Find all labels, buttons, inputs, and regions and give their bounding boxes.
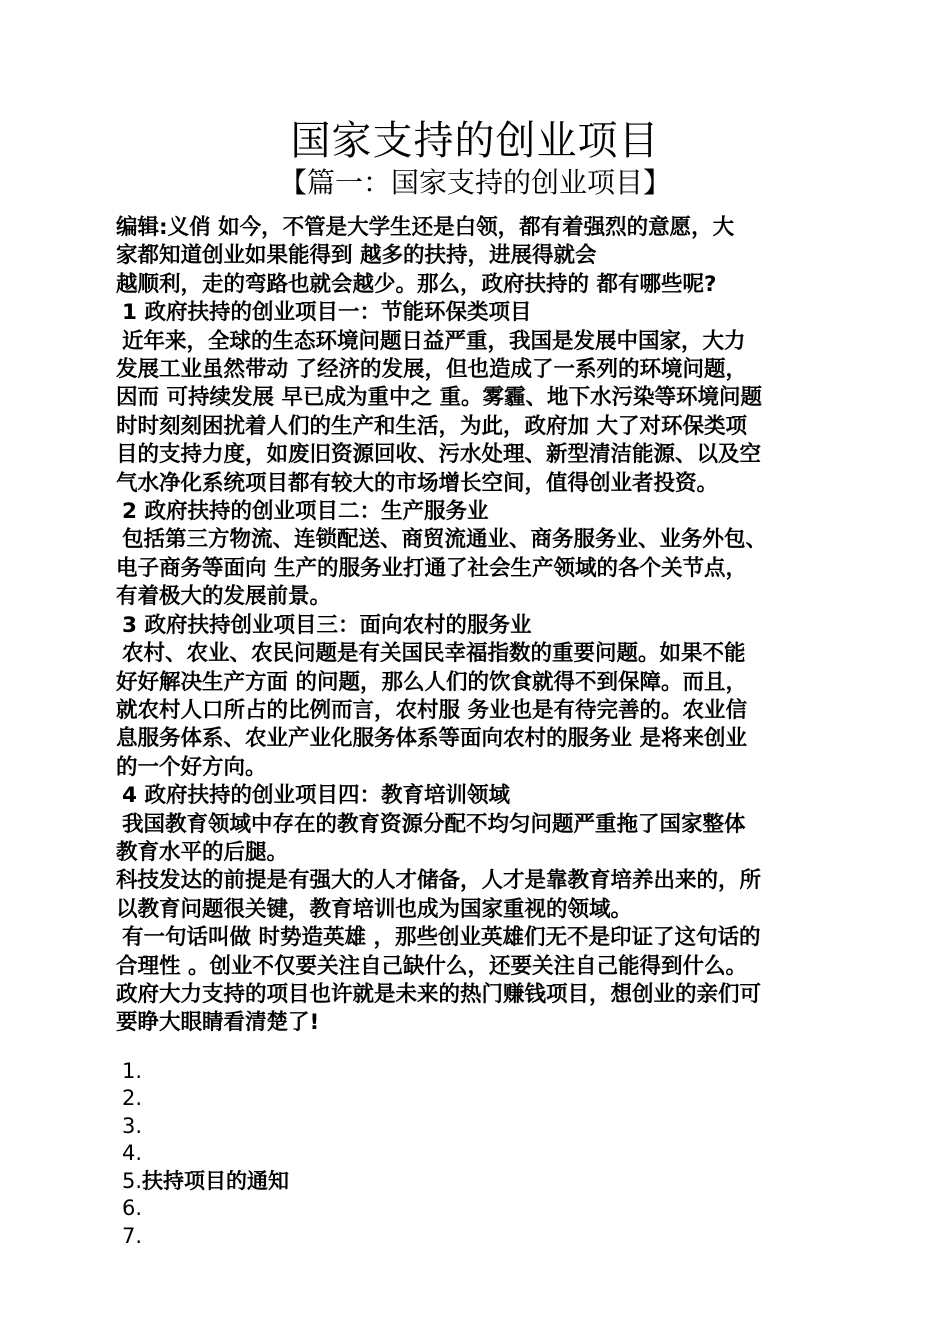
list-item <box>122 1113 950 1141</box>
document-subtitle: 【篇一：国家支持的创业项目】 <box>278 166 671 199</box>
section-3-heading: 3 政府扶持创业项目三：面向农村的服务业 <box>122 612 532 638</box>
closing-line-2: 合理性 。创业不仅要关注自己缺什么，还要关注自己能得到什么。 <box>116 953 747 979</box>
section-2-line-1: 包括第三方物流、连锁配送、商贸流通业、商务服务业、业务外包、 <box>122 527 768 553</box>
section-1-line-4: 时时刻刻困扰着人们的生产和生活，为此，政府加 大了对环保类项 <box>116 413 747 439</box>
section-1-heading: 1 政府扶持的创业项目一：节能环保类项目 <box>122 300 532 326</box>
section-4-heading: 4 政府扶持的创业项目四：教育培训领域 <box>122 783 510 809</box>
list-item-number: 6. <box>122 1196 143 1221</box>
list-item <box>122 1223 950 1251</box>
section-4-line-3: 科技发达的前提是有强大的人才储备，人才是靠教育培养出来的，所 <box>116 868 762 894</box>
list-item-number: 4. <box>122 1141 143 1166</box>
section-2-heading: 2 政府扶持的创业项目二：生产服务业 <box>122 499 489 525</box>
list-item-number: 3. <box>122 1113 143 1138</box>
closing-line-3: 政府大力支持的项目也许就是未来的热门赚钱项目，想创业的亲们可 <box>116 981 762 1007</box>
section-1-line-3: 因而 可持续发展 早已成为重中之 重。雾霾、地下水污染等环境问题 <box>116 385 762 411</box>
section-3-line-3: 就农村人口所占的比例而言，农村服 务业也是有待完善的。农业信 <box>116 697 747 723</box>
document-body <box>116 214 836 1038</box>
section-4-line-4: 以教育问题很关键，教育培训也成为国家重视的领域。 <box>116 896 633 922</box>
section-1-line-5: 目的支持力度，如废旧资源回收、污水处理、新型清洁能源、以及空 <box>116 442 762 468</box>
list-item-number: 7. <box>122 1223 143 1248</box>
intro-line-3: 越顺利，走的弯路也就会越少。那么，政府扶持的 都有哪些呢? <box>116 271 717 297</box>
closing-line-1: 有一句话叫做 时势造英雄 ，那些创业英雄们无不是印证了这句话的 <box>122 925 761 951</box>
list-item <box>122 1058 950 1086</box>
list-item-number: 5. <box>122 1168 143 1193</box>
intro-line-2: 家都知道创业如果能得到 越多的扶持，进展得就会 <box>116 243 597 269</box>
list-item-number: 1. <box>122 1058 143 1083</box>
list-item-number: 2. <box>122 1086 143 1111</box>
list-item <box>122 1140 950 1168</box>
intro-line-1: 编辑:义俏 如今，不管是大学生还是白领，都有着强烈的意愿，大 <box>116 215 735 240</box>
list-item <box>122 1195 950 1223</box>
document-title: 国家支持的创业项目 <box>290 118 660 164</box>
section-3-line-4: 息服务体系、农业产业化服务体系等面向农村的服务业 是将来创业 <box>116 726 747 752</box>
section-3-line-1: 农村、农业、农民问题是有关国民幸福指数的重要问题。如果不能 <box>122 641 746 667</box>
list-item <box>122 1168 950 1196</box>
closing-line-4: 要睁大眼睛看清楚了! <box>116 1010 320 1036</box>
section-2-line-3: 有着极大的发展前景。 <box>116 584 332 610</box>
section-2-line-2: 电子商务等面向 生产的服务业打通了社会生产领域的各个关节点， <box>116 555 747 581</box>
section-1-line-6: 气水净化系统项目都有较大的市场增长空间，值得创业者投资。 <box>116 470 719 496</box>
section-3-line-5: 的一个好方向。 <box>116 754 267 780</box>
section-4-line-1: 我国教育领域中存在的教育资源分配不均匀问题严重拖了国家整体 <box>122 811 746 837</box>
section-1-line-2: 发展工业虽然带动 了经济的发展，但也造成了一系列的环境问题， <box>116 357 747 383</box>
section-3-line-2: 好好解决生产方面 的问题，那么人们的饮食就得不到保障。而且， <box>116 669 747 695</box>
section-4-line-2: 教育水平的后腿。 <box>116 839 289 865</box>
list-item <box>122 1085 950 1113</box>
section-1-line-1: 近年来，全球的生态环境问题日益严重，我国是发展中国家，大力 <box>122 328 746 354</box>
list-item-text: 扶持项目的通知 <box>142 1168 290 1193</box>
numbered-list <box>122 1058 950 1251</box>
